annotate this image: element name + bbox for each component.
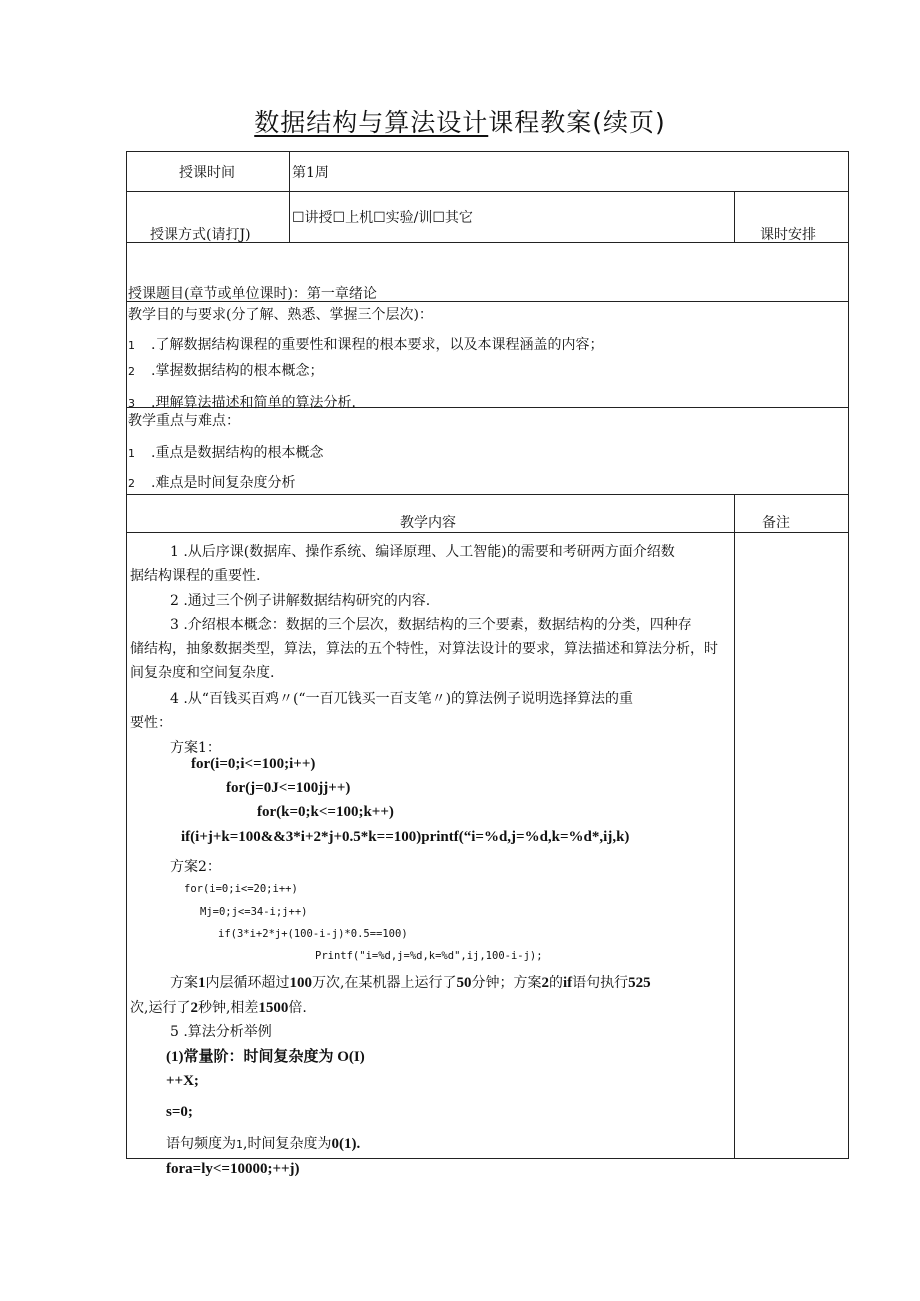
title-tail: 课程教案(续页) [488,108,666,137]
code-line: Printf("i=%d,j=%d,k=%d",ij,100-i-j); [315,950,543,962]
code-line: for(i=0;i<=20;i++) [184,883,298,895]
content-paragraph-3b: 储结构，抽象数据类型，算法，算法的五个特性，对算法设计的要求，算法描述和算法分析，时 [130,641,718,657]
mode-label: 授课方式(请打J) [150,227,251,243]
content-paragraph-4a: 4 .从“百钱买百鸡〃(“一百兀钱买一百支笔〃)的算法例子说明选择算法的重 [170,691,634,707]
trailing-code-line: fora=ly<=10000;++j) [166,1161,300,1177]
content-paragraph-4b: 要性： [130,715,172,731]
mode-options[interactable]: ☐讲授☐上机☐实验/训☐其它 [292,210,473,226]
code-line: for(j=0J<=100jj++) [226,780,351,796]
objective-item: 3 .理解算法描述和简单的算法分析. [128,395,356,411]
keypoint-item: 1 .重点是数据结构的根本概念 [128,445,324,461]
title-course: 数据结构与算法设计 [254,108,489,137]
content-paragraph-1a: 1 .从后序课(数据库、操作系统、编译原理、人工智能)的需要和考研两方面介绍数 [170,544,675,560]
plan2-label: 方案2： [170,859,221,875]
plan1-label: 方案1： [170,740,221,756]
content-paragraph-3a: 3 .介绍根本概念：数据的三个层次，数据结构的三个要素，数据结构的分类，四种存 [170,617,692,633]
objectives-heading: 教学目的与要求(分了解、熟悉、掌握三个层次)： [128,307,433,323]
code-line: Mj=0;j<=34-i;j++) [200,906,308,918]
content-header: 教学内容 [400,515,456,531]
comparison-line-2: 次,运行了2秒钟,相差1500倍. [130,1000,307,1016]
content-paragraph-1b: 据结构课程的重要性. [130,568,261,584]
objective-item: 1 .了解数据结构课程的重要性和课程的根本要求，以及本课程涵盖的内容； [128,337,604,353]
statement-1: ++X; [166,1073,199,1089]
remarks-header: 备注 [762,515,790,531]
code-line: if(3*i+2*j+(100-i-j)*0.5==100) [218,928,408,940]
keypoints-heading: 教学重点与难点： [128,413,240,429]
content-paragraph-3c: 间复杂度和空间复杂度. [130,665,275,681]
time-value: 第1周 [292,165,329,181]
code-line: if(i+j+k=100&&3*i+2*j+0.5*k==100)printf(“i=%d,j=%d,k=%d*,ij,k) [181,829,630,845]
objective-item: 2 .掌握数据结构的根本概念； [128,363,324,379]
hours-label: 课时安排 [760,227,816,243]
code-line: for(i=0;i<=100;i++) [191,756,316,772]
code-line: for(k=0;k<=100;k++) [257,804,394,820]
content-paragraph-2: 2 .通过三个例子讲解数据结构研究的内容. [170,593,431,609]
const-order-line: (1)常量阶：时间复杂度为 O(I) [166,1049,365,1065]
keypoint-item: 2 .难点是时间复杂度分析 [128,475,296,491]
statement-2: s=0; [166,1104,193,1120]
time-label: 授课时间 [179,165,235,181]
frequency-line: 语句频度为1,时间复杂度为0(1). [166,1136,361,1152]
topic-line: 授课题目(章节或单位课时)：第一章绪论 [128,286,377,302]
page-title [0,103,920,139]
content-paragraph-5: 5 .算法分析举例 [170,1024,272,1040]
comparison-line-1: 方案1内层循环超过100万次,在某机器上运行了50分钟；方案2的if语句执行525 [170,975,651,991]
